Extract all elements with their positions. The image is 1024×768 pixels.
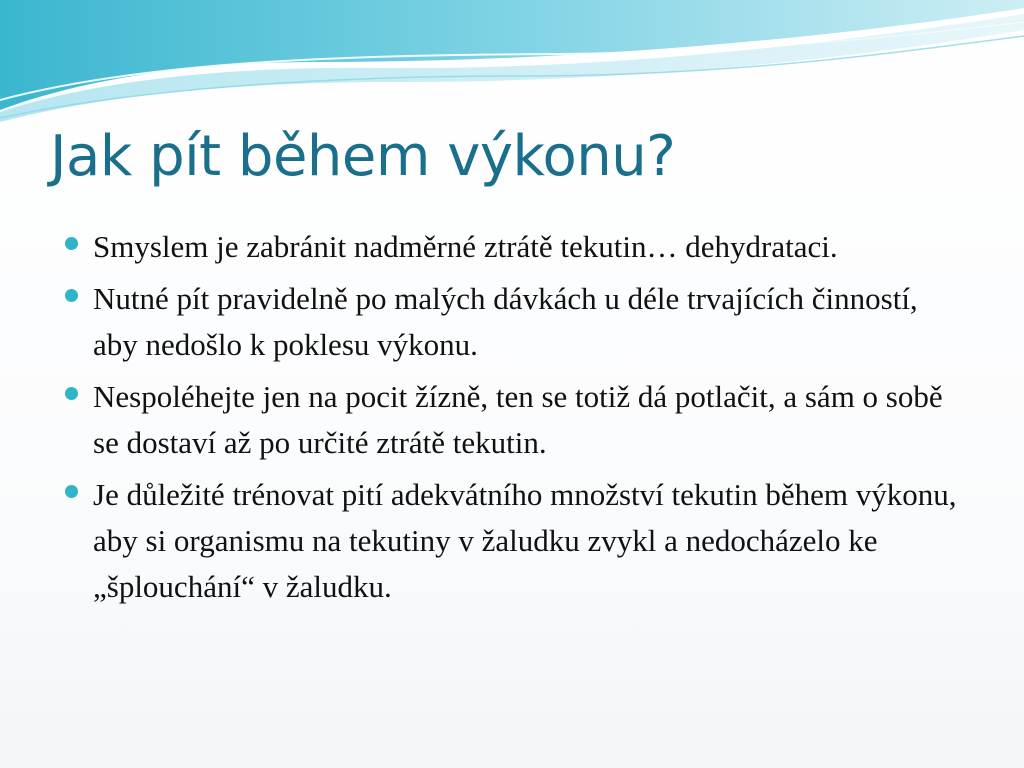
bullet-item: [60, 374, 960, 466]
bullet-dot-icon: [65, 289, 78, 302]
bullet-item: [60, 224, 960, 270]
bullet-item: [60, 276, 960, 368]
bullet-dot-icon: [65, 237, 78, 250]
bullet-list: [60, 224, 960, 616]
wave-decoration: [0, 0, 1024, 130]
bullet-text: Je důležité trénovat pití adekvátního množství tekutin během výkonu, aby si organismu na tekutiny v žaludku zvykl a nedocházelo ke „šplouchání“ v žaludku.: [93, 477, 957, 604]
bullet-dot-icon: [65, 387, 78, 400]
slide-title: Jak pít během výkonu?: [50, 124, 676, 189]
bullet-text: Nutné pít pravidelně po malých dávkách u déle trvajících činností, aby nedošlo k poklesu výkonu.: [93, 281, 918, 362]
bullet-text: Nespoléhejte jen na pocit žízně, ten se totiž dá potlačit, a sám o sobě se dostaví až po určité ztrátě tekutin.: [93, 379, 943, 460]
bullet-text: Smyslem je zabránit nadměrné ztrátě tekutin… dehydrataci.: [93, 229, 838, 264]
bullet-dot-icon: [65, 485, 78, 498]
bullet-item: [60, 472, 960, 610]
